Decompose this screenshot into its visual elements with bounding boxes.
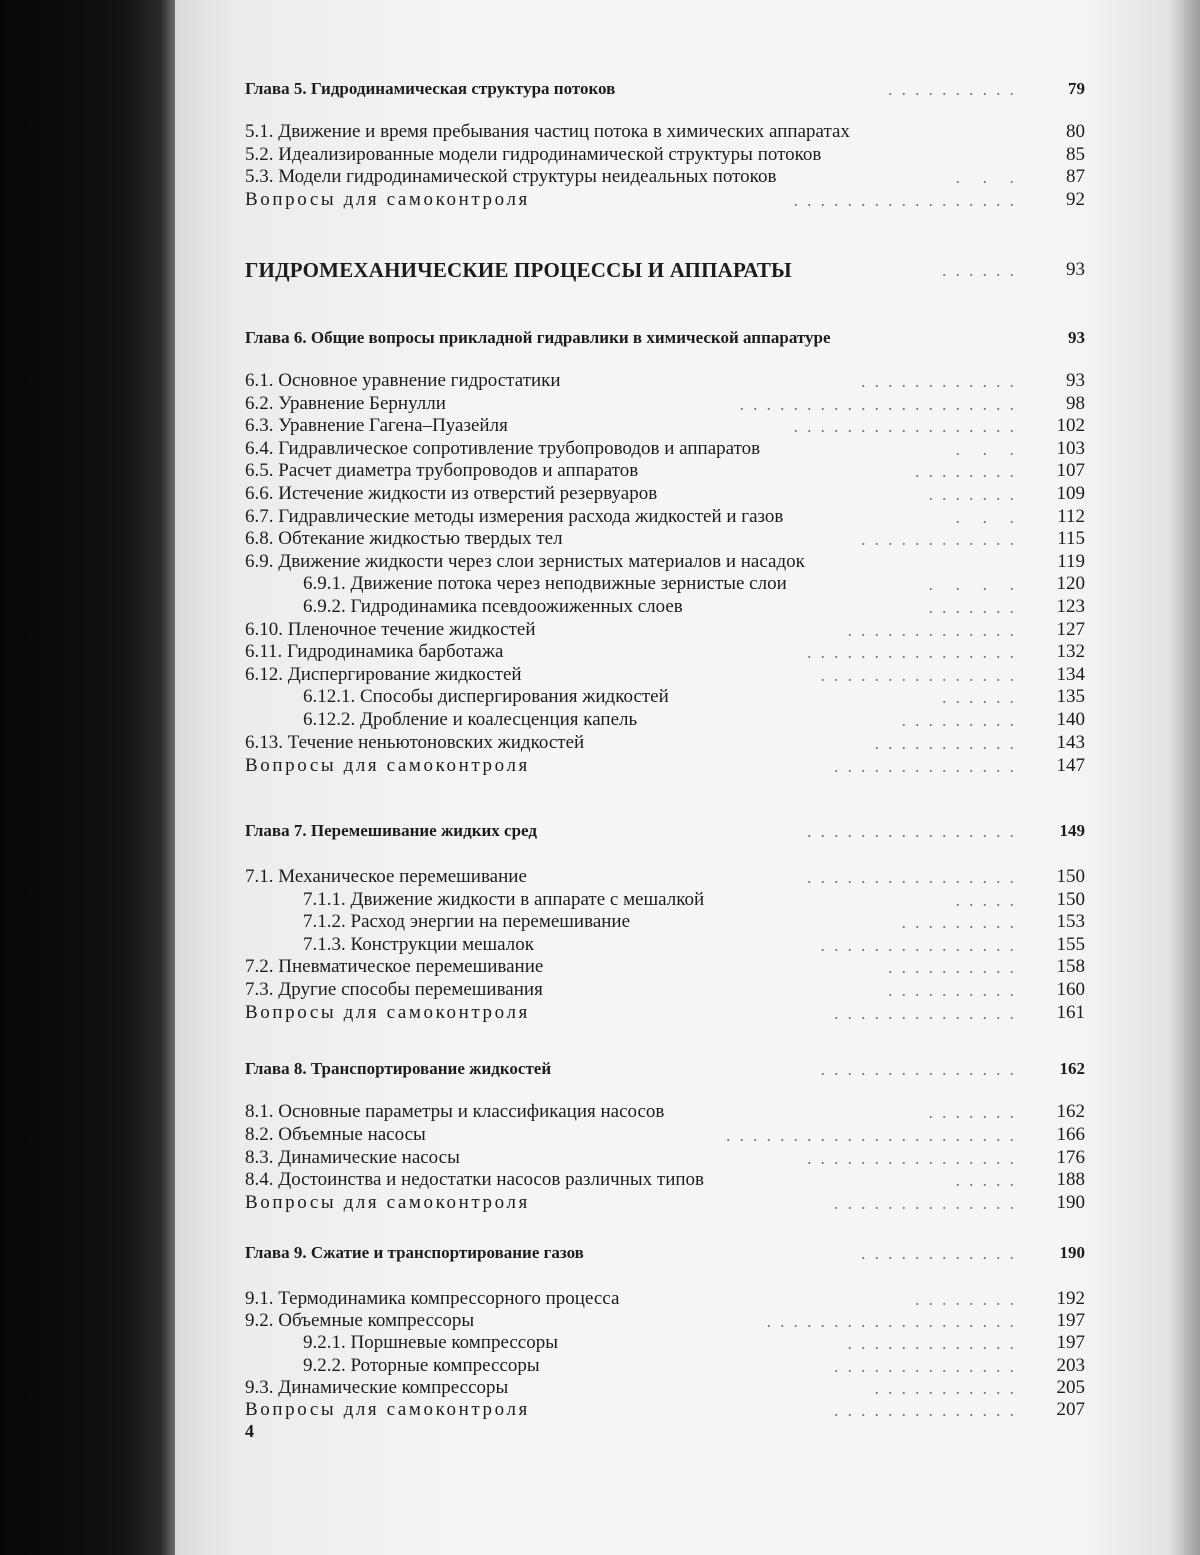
toc-entry-title: 6.12. Диспергирование жидкостей <box>245 664 522 685</box>
toc-entry-title: Вопросы для самоконтроля <box>245 189 530 210</box>
toc-entry-title: 6.7. Гидравлические методы измерения расхода жидкостей и газов <box>245 506 784 527</box>
toc-page-number: 93 <box>1068 328 1085 347</box>
toc-item <box>245 120 1085 144</box>
toc-entry-title: 8.3. Динамические насосы <box>245 1147 460 1168</box>
toc-leader-dots: .......... <box>888 79 1023 99</box>
toc-entry-title: Вопросы для самоконтроля <box>245 1399 530 1420</box>
toc-entry-title: 6.6. Истечение жидкости из отверстий резервуаров <box>245 483 658 504</box>
toc-leader-dots: ............. <box>847 1333 1023 1353</box>
toc-leader-dots: ........ <box>915 461 1023 481</box>
toc-item <box>245 1100 1085 1124</box>
toc-review <box>245 1398 1085 1422</box>
toc-page-number: 109 <box>1056 483 1085 504</box>
toc-chapter <box>245 1057 1085 1081</box>
toc-page-number: 119 <box>1057 551 1085 572</box>
toc-page-number: 162 <box>1059 1059 1085 1078</box>
toc-item <box>245 1376 1085 1400</box>
toc-page-number: 112 <box>1057 506 1085 527</box>
toc-leader-dots: ................. <box>793 416 1023 436</box>
toc-leader-dots: .............. <box>834 1400 1023 1420</box>
toc-leader-dots: ....... <box>928 1102 1023 1122</box>
toc-sub <box>245 910 1085 934</box>
toc-entry-title: 6.9.1. Движение потока через неподвижные зернистые слои <box>303 573 787 594</box>
toc-leader-dots: ............ <box>861 371 1023 391</box>
toc-sub <box>245 888 1085 912</box>
toc-leader-dots: ..... <box>955 890 1023 910</box>
toc-entry-title: 8.4. Достоинства и недостатки насосов различных типов <box>245 1169 705 1190</box>
table-of-contents <box>245 0 1085 1555</box>
toc-leader-dots: ............ <box>861 1243 1023 1263</box>
toc-leader-dots: ................. <box>793 190 1023 210</box>
toc-entry-title: 7.1.1. Движение жидкости в аппарате с мешалкой <box>303 889 705 910</box>
toc-item <box>245 955 1085 979</box>
toc-item <box>245 459 1085 483</box>
toc-page-number: 150 <box>1056 866 1085 887</box>
toc-leader-dots: . . . . <box>928 574 1023 594</box>
toc-page-number: 162 <box>1056 1101 1085 1122</box>
toc-item <box>245 414 1085 438</box>
toc-leader-dots: . . . <box>955 167 1023 187</box>
toc-page-number: 120 <box>1056 573 1085 594</box>
toc-page-number: 127 <box>1056 619 1085 640</box>
toc-page-number: 93 <box>1066 370 1085 391</box>
toc-entry-title: 6.12.2. Дробление и коалесценция капель <box>303 709 638 730</box>
toc-leader-dots: .............. <box>834 756 1023 776</box>
toc-page-number: 135 <box>1056 686 1085 707</box>
toc-entry-title: 6.10. Пленочное течение жидкостей <box>245 619 536 640</box>
toc-page-number: 79 <box>1068 79 1085 98</box>
toc-entry-title: 9.2.1. Поршневые компрессоры <box>303 1332 559 1353</box>
toc-entry-title: Глава 6. Общие вопросы прикладной гидравлики в химической аппаратуре <box>245 328 831 347</box>
toc-leader-dots: ......... <box>901 710 1023 730</box>
toc-entry-title: 9.2. Объемные компрессоры <box>245 1310 475 1331</box>
toc-leader-dots: ........... <box>874 1378 1023 1398</box>
toc-item <box>245 165 1085 189</box>
toc-review <box>245 1191 1085 1215</box>
toc-page-number: 203 <box>1056 1355 1085 1376</box>
toc-entry-title: Вопросы для самоконтроля <box>245 1002 530 1023</box>
toc-leader-dots: ....... <box>928 597 1023 617</box>
toc-entry-title: 9.2.2. Роторные компрессоры <box>303 1355 540 1376</box>
toc-leader-dots: .............. <box>834 1193 1023 1213</box>
toc-chapter <box>245 326 1085 350</box>
toc-leader-dots: ............. <box>847 620 1023 640</box>
toc-leader-dots: ......... <box>901 912 1023 932</box>
toc-review <box>245 188 1085 212</box>
toc-entry-title: 7.1. Механическое перемешивание <box>245 866 527 887</box>
toc-review <box>245 754 1085 778</box>
toc-sub <box>245 1331 1085 1355</box>
toc-chapter <box>245 819 1085 843</box>
toc-sub <box>245 933 1085 957</box>
toc-page-number: 150 <box>1056 889 1085 910</box>
toc-page-number: 140 <box>1056 709 1085 730</box>
toc-chapter <box>245 77 1085 101</box>
toc-page-number: 85 <box>1066 144 1085 165</box>
toc-chapter <box>245 1241 1085 1265</box>
toc-item <box>245 550 1085 574</box>
toc-entry-title: Глава 8. Транспортирование жидкостей <box>245 1059 552 1078</box>
toc-item <box>245 1168 1085 1192</box>
toc-leader-dots: ................ <box>807 821 1023 841</box>
toc-item <box>245 392 1085 416</box>
toc-page-number: 134 <box>1056 664 1085 685</box>
toc-page-number: 190 <box>1056 1192 1085 1213</box>
toc-page-number: 132 <box>1056 641 1085 662</box>
toc-entry-title: 6.12.1. Способы диспергирования жидкостей <box>303 686 669 707</box>
toc-leader-dots: ..... <box>955 1170 1023 1190</box>
toc-item <box>245 865 1085 889</box>
toc-entry-title: Вопросы для самоконтроля <box>245 1192 530 1213</box>
toc-item <box>245 437 1085 461</box>
toc-entry-title: 9.3. Динамические компрессоры <box>245 1377 509 1398</box>
toc-entry-title: 8.1. Основные параметры и классификация насосов <box>245 1101 665 1122</box>
toc-entry-title: ГИДРОМЕХАНИЧЕСКИЕ ПРОЦЕССЫ И АППАРАТЫ <box>245 258 792 282</box>
toc-sub <box>245 572 1085 596</box>
toc-page-number: 92 <box>1066 189 1085 210</box>
toc-item <box>245 731 1085 755</box>
toc-leader-dots: . . . <box>955 507 1023 527</box>
toc-item <box>245 143 1085 167</box>
toc-leader-dots: ...... <box>942 260 1023 280</box>
toc-item <box>245 1309 1085 1333</box>
toc-entry-title: 7.2. Пневматическое перемешивание <box>245 956 544 977</box>
toc-page-number: 158 <box>1056 956 1085 977</box>
toc-leader-dots: .............. <box>834 1356 1023 1376</box>
toc-page-number: 143 <box>1056 732 1085 753</box>
toc-entry-title: 6.8. Обтекание жидкостью твердых тел <box>245 528 563 549</box>
toc-entry-title: Глава 5. Гидродинамическая структура потоков <box>245 79 616 98</box>
toc-entry-title: 8.2. Объемные насосы <box>245 1124 426 1145</box>
toc-leader-dots: . . . <box>955 439 1023 459</box>
toc-entry-title: 6.3. Уравнение Гагена–Пуазейля <box>245 415 508 436</box>
toc-page-number: 107 <box>1056 460 1085 481</box>
toc-leader-dots: ................ <box>807 867 1023 887</box>
toc-page-number: 176 <box>1056 1147 1085 1168</box>
toc-entry-title: 7.1.2. Расход энергии на перемешивание <box>303 911 631 932</box>
toc-entry-title: 6.11. Гидродинамика барботажа <box>245 641 504 662</box>
toc-page-number: 123 <box>1056 596 1085 617</box>
toc-entry-title: 6.1. Основное уравнение гидростатики <box>245 370 561 391</box>
toc-page-number: 93 <box>1066 259 1085 280</box>
toc-entry-title: 6.2. Уравнение Бернулли <box>245 393 446 414</box>
toc-entry-title: 5.3. Модели гидродинамической структуры неидеальных потоков <box>245 166 777 187</box>
toc-page-number: 161 <box>1056 1002 1085 1023</box>
toc-leader-dots: ............... <box>820 1059 1023 1079</box>
toc-leader-dots: ...... <box>942 687 1023 707</box>
toc-leader-dots: .......... <box>888 957 1023 977</box>
toc-sub <box>245 685 1085 709</box>
toc-leader-dots: .......... <box>888 980 1023 1000</box>
toc-page-number: 197 <box>1056 1310 1085 1331</box>
toc-leader-dots: .............. <box>834 1003 1023 1023</box>
toc-entry-title: 7.1.3. Конструкции мешалок <box>303 934 534 955</box>
toc-page-number: 149 <box>1059 821 1085 840</box>
toc-page-number: 205 <box>1056 1377 1085 1398</box>
toc-leader-dots: ..................... <box>739 394 1023 414</box>
toc-page-number: 160 <box>1056 979 1085 1000</box>
toc-item <box>245 1146 1085 1170</box>
toc-leader-dots: ............... <box>820 665 1023 685</box>
toc-item <box>245 505 1085 529</box>
toc-item <box>245 1123 1085 1147</box>
toc-leader-dots: ................ <box>807 642 1023 662</box>
toc-entry-title: 5.2. Идеализированные модели гидродинамической структуры потоков <box>245 144 822 165</box>
toc-leader-dots: ...................... <box>726 1125 1023 1145</box>
toc-page-number: 166 <box>1056 1124 1085 1145</box>
toc-item <box>245 1287 1085 1311</box>
toc-page-number: 147 <box>1056 755 1085 776</box>
toc-page-number: 207 <box>1056 1399 1085 1420</box>
toc-page-number: 153 <box>1056 911 1085 932</box>
toc-page-number: 197 <box>1056 1332 1085 1353</box>
toc-sub <box>245 595 1085 619</box>
toc-leader-dots: ................... <box>766 1311 1023 1331</box>
toc-item <box>245 978 1085 1002</box>
toc-leader-dots: ............... <box>820 935 1023 955</box>
book-spine-shadow <box>0 0 175 1555</box>
toc-item <box>245 640 1085 664</box>
toc-sub <box>245 1354 1085 1378</box>
toc-leader-dots: ................ <box>807 1148 1023 1168</box>
page-number: 4 <box>245 1421 254 1441</box>
toc-entry-title: 6.5. Расчет диаметра трубопроводов и аппаратов <box>245 460 639 481</box>
toc-entry-title: 9.1. Термодинамика компрессорного процесса <box>245 1288 620 1309</box>
toc-item <box>245 527 1085 551</box>
toc-item <box>245 663 1085 687</box>
toc-leader-dots: ............ <box>861 529 1023 549</box>
toc-page-number: 115 <box>1057 528 1085 549</box>
toc-page-number: 192 <box>1056 1288 1085 1309</box>
toc-entry-title: 5.1. Движение и время пребывания частиц потока в химических аппаратах <box>245 121 850 142</box>
toc-item <box>245 482 1085 506</box>
toc-page-number: 155 <box>1056 934 1085 955</box>
toc-leader-dots: ........ <box>915 1289 1023 1309</box>
toc-part <box>245 258 1085 282</box>
toc-sub <box>245 708 1085 732</box>
toc-entry-title: 7.3. Другие способы перемешивания <box>245 979 543 1000</box>
toc-entry-title: 6.4. Гидравлическое сопротивление трубопроводов и аппаратов <box>245 438 761 459</box>
toc-entry-title: Глава 9. Сжатие и транспортирование газов <box>245 1243 584 1262</box>
toc-review <box>245 1001 1085 1025</box>
toc-page-number: 98 <box>1066 393 1085 414</box>
toc-page-number: 188 <box>1056 1169 1085 1190</box>
toc-page-number: 87 <box>1066 166 1085 187</box>
toc-item <box>245 369 1085 393</box>
toc-page-number: 80 <box>1066 121 1085 142</box>
toc-entry-title: 6.13. Течение неньютоновских жидкостей <box>245 732 585 753</box>
toc-entry-title: Вопросы для самоконтроля <box>245 755 530 776</box>
toc-leader-dots: ........... <box>874 733 1023 753</box>
toc-item <box>245 618 1085 642</box>
toc-page-number: 103 <box>1056 438 1085 459</box>
toc-leader-dots: ....... <box>928 484 1023 504</box>
toc-page-number: 190 <box>1059 1243 1085 1262</box>
toc-page-number: 102 <box>1056 415 1085 436</box>
toc-entry-title: Глава 7. Перемешивание жидких сред <box>245 821 537 840</box>
toc-entry-title: 6.9. Движение жидкости через слои зернистых материалов и насадок <box>245 551 805 572</box>
toc-entry-title: 6.9.2. Гидродинамика псевдоожиженных слоев <box>303 596 683 617</box>
